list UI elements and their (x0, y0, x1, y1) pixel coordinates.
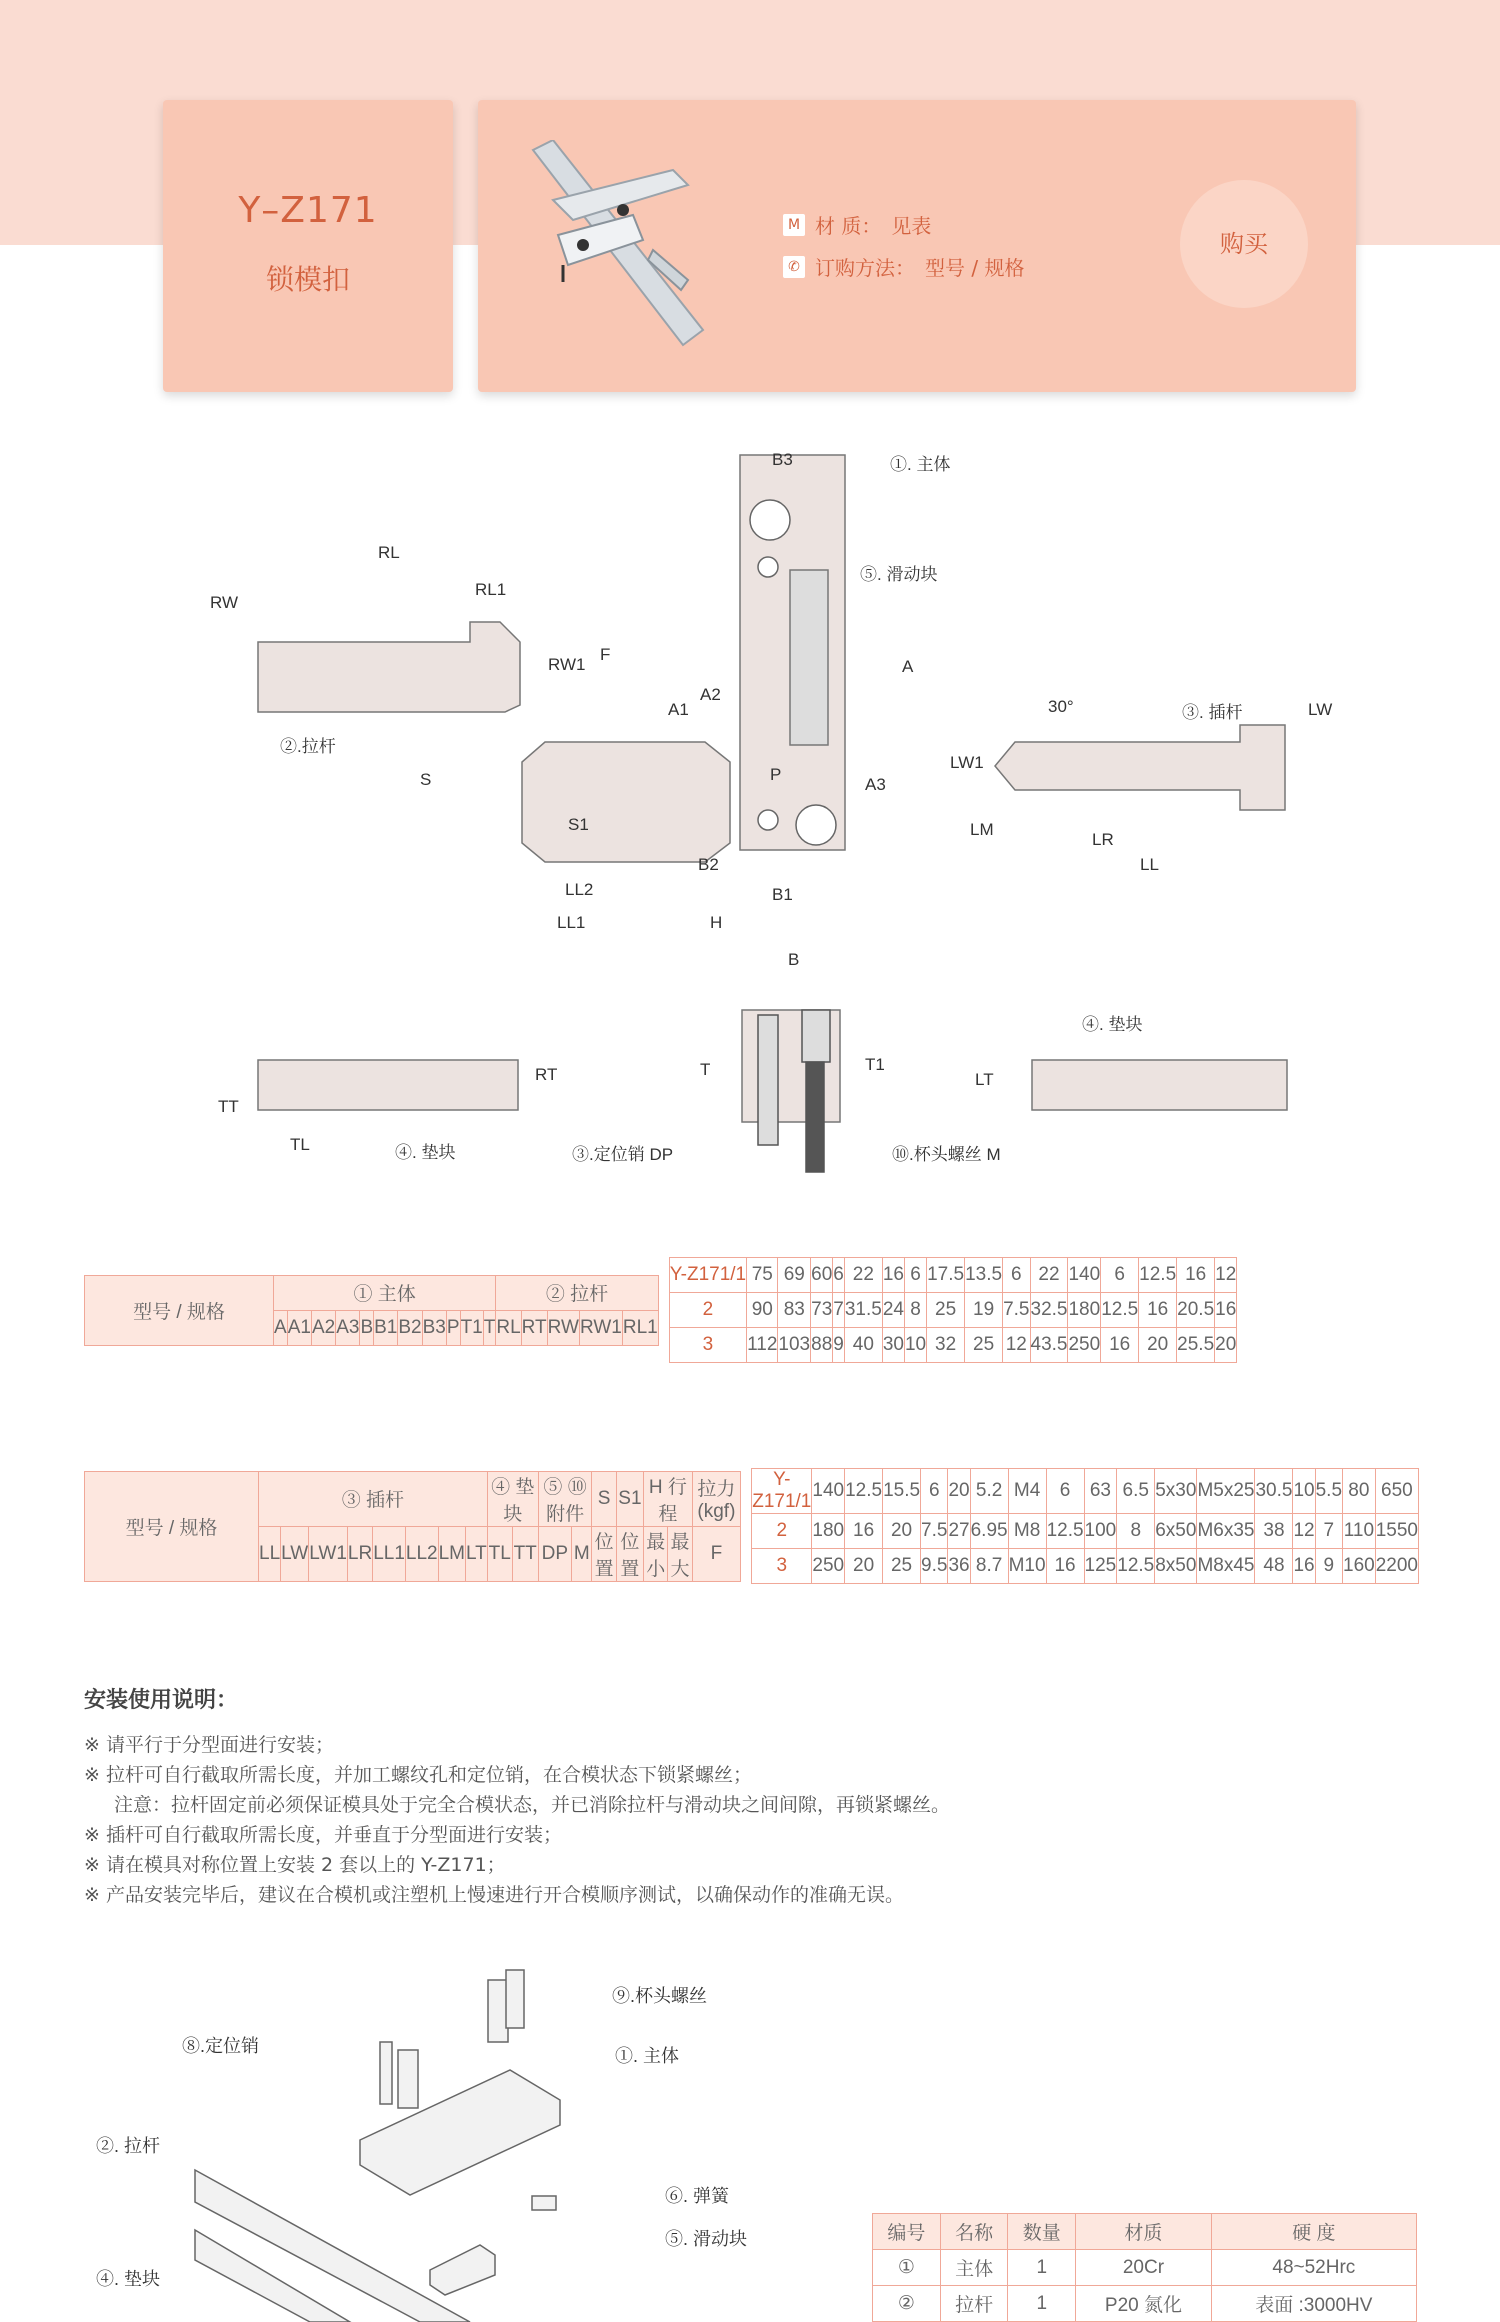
buy-button[interactable]: 购买 (1180, 180, 1308, 308)
parts-cell: ① (873, 2250, 941, 2286)
value-cell: 6.95 (970, 1514, 1008, 1549)
value-cell: 100 (1084, 1514, 1117, 1549)
value-cell: 8 (904, 1293, 926, 1328)
value-cell: 140 (1068, 1258, 1101, 1293)
value-cell: 69 (778, 1258, 811, 1293)
value-cell: 9.5 (921, 1549, 948, 1584)
col-header: A (274, 1310, 288, 1345)
group-accessory: ⑤ ⑩ 附件 (538, 1471, 592, 1526)
group-body: ① 主体 (274, 1275, 496, 1310)
value-cell: 8x50 (1155, 1549, 1197, 1584)
phone-icon: ✆ (783, 256, 805, 278)
value-cell: 180 (812, 1514, 845, 1549)
value-cell: 13.5 (965, 1258, 1003, 1293)
value-cell: 125 (1084, 1549, 1117, 1584)
parts-cell: 表面 :3000HV (1211, 2286, 1416, 2322)
asm-dowel-label: ⑧.定位销 (182, 2036, 260, 2056)
value-cell: 20 (1215, 1328, 1237, 1363)
value-cell: 5x30 (1155, 1469, 1197, 1514)
spec-table-2 (84, 1468, 1419, 1584)
col-header: B3 (422, 1310, 446, 1345)
material-label: 材 质： (815, 214, 882, 238)
value-cell: 12.5 (1046, 1514, 1084, 1549)
value-cell: 16 (1215, 1293, 1237, 1328)
value-cell: 250 (812, 1549, 845, 1584)
label-dowel: ③.定位销 DP (572, 1145, 674, 1164)
dim-rw: RW (210, 593, 239, 612)
value-cell: 15.5 (883, 1469, 921, 1514)
col-header: M (572, 1526, 592, 1581)
s1-sub: 位置 (616, 1526, 644, 1581)
dim-lw1: LW1 (950, 753, 984, 772)
dim-rl1: RL1 (475, 580, 507, 599)
parts-row (873, 2286, 1417, 2322)
value-cell: 63 (1084, 1469, 1117, 1514)
value-cell: 6x50 (1155, 1514, 1197, 1549)
guide-line: ※ 插杆可自行截取所需长度，并垂直于分型面进行安装； (84, 1824, 562, 1846)
value-cell: 16 (1101, 1328, 1139, 1363)
order-value: 型号 / 规格 (925, 256, 1025, 280)
dim-ll1: LL1 (557, 913, 586, 932)
assembly-drawing (0, 1940, 860, 2322)
dim-lr: LR (1092, 830, 1114, 849)
value-cell: 6 (921, 1469, 948, 1514)
value-cell: 73 (811, 1293, 833, 1328)
h-max: 最大 (668, 1526, 692, 1581)
dim-a1: A1 (668, 700, 689, 719)
table-row (669, 1258, 1237, 1293)
spec-cell: 3 (752, 1549, 812, 1584)
col-header: A3 (336, 1310, 360, 1345)
value-cell: 103 (778, 1328, 811, 1363)
dim-a: A (902, 657, 914, 676)
col-header: DP (538, 1526, 571, 1581)
value-cell: 16 (1177, 1258, 1215, 1293)
value-cell: 8 (1117, 1514, 1155, 1549)
value-cell: 8.7 (970, 1549, 1008, 1584)
s-sub: 位置 (592, 1526, 616, 1581)
dim-b1: B1 (772, 885, 793, 904)
value-cell: 1550 (1375, 1514, 1418, 1549)
spec-cell: Y-Z171/1 (669, 1258, 746, 1293)
value-cell: 10 (904, 1328, 926, 1363)
order-label: 订购方法： (815, 256, 915, 280)
col-header: B1 (374, 1310, 398, 1345)
dim-t: T (700, 1060, 711, 1079)
dim-p: P (770, 765, 782, 784)
value-cell: 16 (1046, 1549, 1084, 1584)
parts-cell: 拉杆 (940, 2286, 1008, 2322)
value-cell: 90 (747, 1293, 778, 1328)
value-cell: 43.5 (1030, 1328, 1068, 1363)
s1-header: S1 (616, 1471, 644, 1526)
product-name: 锁模扣 (265, 263, 350, 296)
label-angle: 30° (1048, 697, 1074, 716)
value-cell: 16 (1293, 1549, 1315, 1584)
value-cell: 17.5 (927, 1258, 965, 1293)
value-cell: 32 (927, 1328, 965, 1363)
label-slider: ⑤. 滑动块 (860, 565, 938, 584)
dim-a2: A2 (700, 685, 721, 704)
dim-b3: B3 (772, 450, 793, 469)
group-pad: ④ 垫块 (487, 1471, 538, 1526)
value-cell: 6 (1046, 1469, 1084, 1514)
value-cell: M8x45 (1197, 1549, 1255, 1584)
f-sub: F (692, 1526, 741, 1581)
value-cell: 36 (948, 1549, 970, 1584)
col-header: LT (466, 1526, 488, 1581)
dim-lm: LM (970, 820, 994, 839)
table-row (669, 1328, 1237, 1363)
value-cell: 2200 (1375, 1549, 1418, 1584)
value-cell: 80 (1343, 1469, 1376, 1514)
value-cell: 250 (1068, 1328, 1101, 1363)
value-cell: 48 (1255, 1549, 1293, 1584)
dim-a3: A3 (865, 775, 886, 794)
value-cell: 650 (1375, 1469, 1418, 1514)
dim-s: S (420, 770, 432, 789)
dim-b2: B2 (698, 855, 719, 874)
value-cell: 22 (1030, 1258, 1068, 1293)
guide-line: ※ 拉杆可自行截取所需长度，并加工螺纹孔和定位销，在合模状态下锁紧螺丝； (84, 1764, 752, 1786)
col-header: B (360, 1310, 374, 1345)
value-cell: 20.5 (1177, 1293, 1215, 1328)
group-insert: ③ 插杆 (259, 1471, 488, 1526)
value-cell: 60 (811, 1258, 833, 1293)
spec-cell: 2 (669, 1293, 746, 1328)
parts-header: 编号 (873, 2214, 941, 2250)
spec-cell: 2 (752, 1514, 812, 1549)
label-body: ①. 主体 (890, 455, 951, 474)
asm-spring-label: ⑥. 弹簧 (665, 2186, 730, 2206)
group-pull: ② 拉杆 (496, 1275, 658, 1310)
dim-t1: T1 (865, 1055, 885, 1074)
value-cell: 40 (844, 1328, 882, 1363)
value-cell: 6 (904, 1258, 926, 1293)
value-cell: 75 (747, 1258, 778, 1293)
col-header: T1 (460, 1310, 483, 1345)
dim-ll2: LL2 (565, 880, 594, 899)
col-header: RT (521, 1310, 547, 1345)
value-cell: 6.5 (1117, 1469, 1155, 1514)
parts-row (873, 2250, 1417, 2286)
value-cell: 6 (1101, 1258, 1139, 1293)
label-screw: ⑩.杯头螺丝 M (892, 1145, 1001, 1164)
table-row (752, 1469, 1419, 1514)
table-row (752, 1514, 1419, 1549)
value-cell: 7.5 (921, 1514, 948, 1549)
h-header: H 行程 (644, 1471, 692, 1526)
table-row (752, 1549, 1419, 1584)
dim-lw: LW (1308, 700, 1333, 719)
asm-pad-label: ④. 垫块 (96, 2269, 161, 2289)
value-cell: 7.5 (1003, 1293, 1030, 1328)
label-pad-left: ④. 垫块 (395, 1143, 456, 1162)
value-cell: 140 (812, 1469, 845, 1514)
col-header: RL1 (622, 1310, 658, 1345)
parts-header: 名称 (940, 2214, 1008, 2250)
col-header: TT (512, 1526, 538, 1581)
value-cell: M5x25 (1197, 1469, 1255, 1514)
value-cell: 12.5 (1101, 1293, 1139, 1328)
parts-cell: 48~52Hrc (1211, 2250, 1416, 2286)
parts-cell: ② (873, 2286, 941, 2322)
value-cell: 12 (1293, 1514, 1315, 1549)
col-header: B2 (398, 1310, 422, 1345)
value-cell: 20 (1139, 1328, 1177, 1363)
value-cell: 6 (1003, 1258, 1030, 1293)
col-header: A2 (311, 1310, 335, 1345)
guide-line: ※ 产品安装完毕后，建议在合模机或注塑机上慢速进行开合模顺序测试，以确保动作的准确无误。 (84, 1884, 904, 1906)
dim-tt: TT (218, 1097, 239, 1116)
value-cell: 20 (948, 1469, 970, 1514)
dim-rl: RL (378, 543, 400, 562)
value-cell: 12 (1215, 1258, 1237, 1293)
col-header: A1 (287, 1310, 311, 1345)
value-cell: 5.2 (970, 1469, 1008, 1514)
dim-b: B (788, 950, 800, 969)
value-cell: 12 (1003, 1328, 1030, 1363)
value-cell: M6x35 (1197, 1514, 1255, 1549)
parts-cell: 1 (1008, 2250, 1076, 2286)
material-icon: M (783, 214, 805, 236)
asm-body-label: ①. 主体 (615, 2046, 680, 2066)
value-cell: 27 (948, 1514, 970, 1549)
dim-s1: S1 (568, 815, 589, 834)
asm-screw-label: ⑨.杯头螺丝 (612, 1986, 708, 2006)
col-header: RW1 (579, 1310, 622, 1345)
value-cell: 9 (1315, 1549, 1342, 1584)
value-cell: 110 (1343, 1514, 1376, 1549)
value-cell: 6 (833, 1258, 845, 1293)
col-header: RL (496, 1310, 521, 1345)
dim-rt: RT (535, 1065, 558, 1084)
model-code: Y–Z171 (238, 190, 378, 231)
parts-cell: P20 氮化 (1076, 2286, 1212, 2322)
material-value: 见表 (891, 214, 932, 238)
guide-line: ※ 请在模具对称位置上安装 2 套以上的 Y-Z171； (84, 1854, 506, 1876)
value-cell: 25.5 (1177, 1328, 1215, 1363)
dim-h: H (710, 913, 723, 932)
asm-pull-label: ②. 拉杆 (96, 2136, 161, 2156)
parts-header: 数量 (1008, 2214, 1076, 2250)
col-header: LW (281, 1526, 309, 1581)
value-cell: 7 (1315, 1514, 1342, 1549)
value-cell: 25 (965, 1328, 1003, 1363)
value-cell: M10 (1008, 1549, 1046, 1584)
dim-f: F (600, 645, 611, 664)
col-header: LL2 (405, 1526, 438, 1581)
spec-header: 型号 / 规格 (85, 1275, 274, 1345)
value-cell: M8 (1008, 1514, 1046, 1549)
value-cell: 7 (833, 1293, 845, 1328)
value-cell: 30.5 (1255, 1469, 1293, 1514)
value-cell: 19 (965, 1293, 1003, 1328)
value-cell: 22 (844, 1258, 882, 1293)
value-cell: 12.5 (1139, 1258, 1177, 1293)
value-cell: 160 (1343, 1549, 1376, 1584)
value-cell: 9 (833, 1328, 845, 1363)
spec-header-2: 型号 / 规格 (85, 1471, 259, 1581)
value-cell: 31.5 (844, 1293, 882, 1328)
value-cell: M4 (1008, 1469, 1046, 1514)
h-min: 最小 (644, 1526, 668, 1581)
spec-cell: 3 (669, 1328, 746, 1363)
table-row (669, 1293, 1237, 1328)
asm-slider-label: ⑤. 滑动块 (665, 2229, 748, 2249)
dim-tl: TL (290, 1135, 310, 1154)
guide-note: 注意：拉杆固定前必须保证模具处于完全合模状态，并已消除拉杆与滑动块之间间隙，再锁紧螺丝。 (114, 1794, 951, 1816)
col-header: TL (487, 1526, 512, 1581)
value-cell: 20 (845, 1549, 883, 1584)
value-cell: 12.5 (1117, 1549, 1155, 1584)
col-header: P (446, 1310, 460, 1345)
label-insert-rod: ③. 插杆 (1182, 703, 1243, 722)
value-cell: 25 (927, 1293, 965, 1328)
value-cell: 25 (883, 1549, 921, 1584)
parts-cell: 1 (1008, 2286, 1076, 2322)
value-cell: 16 (882, 1258, 904, 1293)
value-cell: 24 (882, 1293, 904, 1328)
value-cell: 88 (811, 1328, 833, 1363)
value-cell: 16 (845, 1514, 883, 1549)
col-header: LW1 (309, 1526, 348, 1581)
col-header: LL1 (373, 1526, 406, 1581)
value-cell: 20 (883, 1514, 921, 1549)
dim-ll: LL (1140, 855, 1159, 874)
value-cell: 16 (1139, 1293, 1177, 1328)
parts-cell: 主体 (940, 2250, 1008, 2286)
dim-lt: LT (975, 1070, 994, 1089)
col-header: LM (438, 1526, 465, 1581)
parts-table (872, 2213, 1417, 2322)
dim-rw1: RW1 (548, 655, 586, 674)
parts-header: 材质 (1076, 2214, 1212, 2250)
label-pull-rod: ②.拉杆 (280, 737, 336, 756)
value-cell: 5.5 (1315, 1469, 1342, 1514)
parts-cell: 20Cr (1076, 2250, 1212, 2286)
value-cell: 112 (747, 1328, 778, 1363)
value-cell: 32.5 (1030, 1293, 1068, 1328)
col-header: RW (547, 1310, 579, 1345)
col-header: LR (347, 1526, 372, 1581)
parts-header: 硬 度 (1211, 2214, 1416, 2250)
value-cell: 180 (1068, 1293, 1101, 1328)
guide-line: ※ 请平行于分型面进行安装； (84, 1734, 334, 1756)
value-cell: 10 (1293, 1469, 1315, 1514)
guide-title: 安装使用说明： (84, 1688, 239, 1713)
spec-table-1 (84, 1257, 1419, 1363)
value-cell: 83 (778, 1293, 811, 1328)
col-header: LL (259, 1526, 281, 1581)
value-cell: 38 (1255, 1514, 1293, 1549)
value-cell: 30 (882, 1328, 904, 1363)
col-header: T (483, 1310, 496, 1345)
spec-cell: Y-Z171/1 (752, 1469, 812, 1512)
value-cell: 12.5 (845, 1469, 883, 1514)
f-header: 拉力 (kgf) (692, 1471, 741, 1526)
s-header: S (592, 1471, 616, 1526)
label-pad-right: ④. 垫块 (1082, 1015, 1143, 1034)
